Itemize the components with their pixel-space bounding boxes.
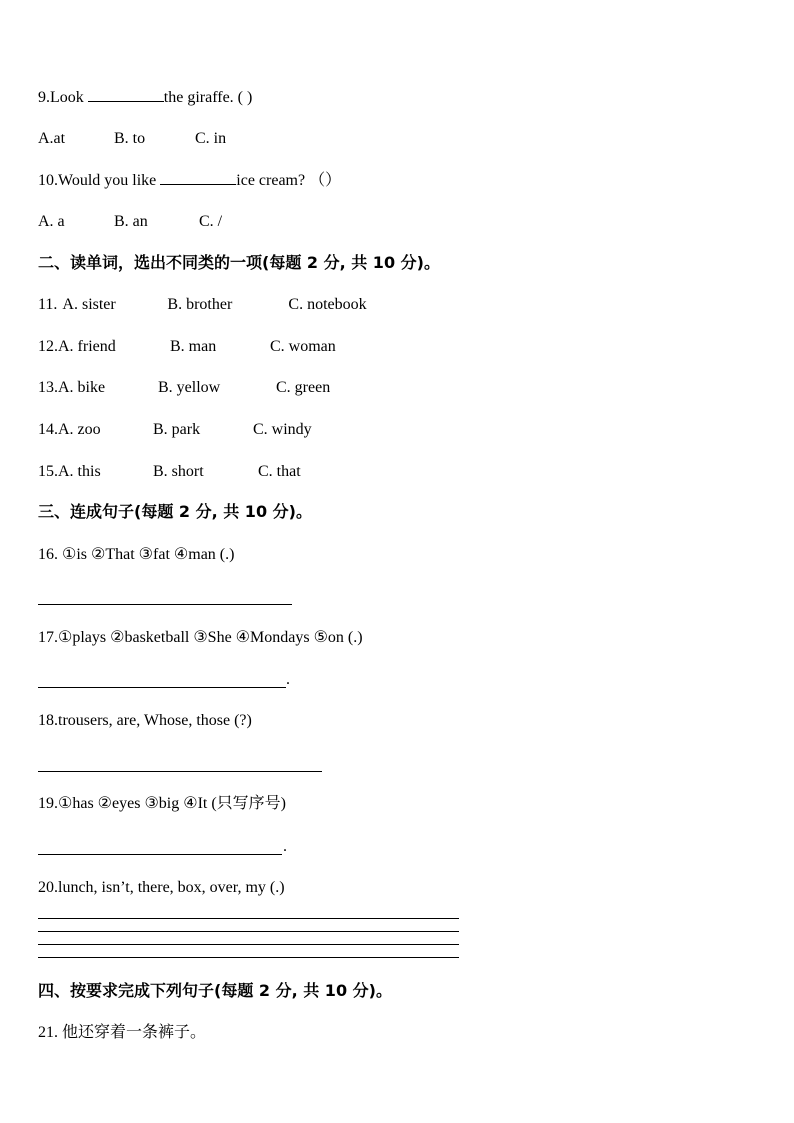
option-b: B. an [114, 213, 148, 230]
question-10-options [38, 212, 222, 232]
option-a: A. zoo [58, 421, 101, 438]
question-text-pre: Would you like [58, 172, 161, 189]
question-number: 14. [38, 421, 58, 438]
option-c: C. in [195, 130, 227, 147]
section-4-heading: 四、按要求完成下列句子(每题 2 分, 共 10 分)。 [38, 981, 392, 1000]
question-12 [38, 337, 336, 357]
question-11 [38, 295, 367, 315]
question-number: 13. [38, 379, 58, 396]
option-b: B. park [153, 421, 201, 438]
answer-line-20-2[interactable] [38, 931, 459, 932]
question-text-post: the giraffe. ( ) [163, 89, 253, 106]
answer-line-20-4[interactable] [38, 957, 459, 958]
option-c: C. windy [253, 421, 312, 438]
option-a: A.at [38, 130, 66, 147]
section-2-heading: 二、读单词，选出不同类的一项(每题 2 分, 共 10 分)。 [38, 253, 440, 272]
question-19: 19.①has ②eyes ③big ④It (只写序号) [38, 795, 287, 812]
question-number: 11. [38, 296, 58, 313]
question-20: 20.lunch, isn’t, there, box, over, my (.) [38, 879, 285, 896]
answer-blank[interactable] [160, 170, 236, 185]
question-text-post: ice cream? （） [236, 172, 342, 189]
question-14 [38, 420, 312, 440]
answer-line-20-3[interactable] [38, 944, 459, 945]
question-9 [38, 87, 252, 108]
option-a: A. this [58, 463, 101, 480]
question-number: 12. [38, 338, 58, 355]
option-b: B. short [153, 463, 204, 480]
question-number: 15. [38, 463, 58, 480]
answer-line-17[interactable] [38, 687, 286, 688]
question-9-options [38, 129, 226, 149]
answer-line-18[interactable] [38, 771, 322, 772]
option-c: C. woman [270, 338, 336, 355]
option-c: C. notebook [288, 296, 367, 313]
option-b: B. to [114, 130, 146, 147]
answer-line-19[interactable] [38, 854, 282, 855]
section-3-heading: 三、连成句子(每题 2 分, 共 10 分)。 [38, 502, 312, 521]
question-number: 10. [38, 172, 58, 189]
question-21: 21. 他还穿着一条裤子。 [38, 1024, 207, 1041]
question-17: 17.①plays ②basketball ③She ④Mondays ⑤on (.) [38, 629, 363, 646]
option-a: A. a [38, 213, 65, 230]
answer-line-16[interactable] [38, 604, 292, 605]
question-13 [38, 378, 330, 398]
question-10 [38, 170, 341, 191]
option-a: A. sister [62, 296, 116, 313]
question-16: 16. ①is ②That ③fat ④man (.) [38, 546, 235, 563]
option-b: B. brother [167, 296, 233, 313]
question-text-pre: Look [50, 89, 88, 106]
answer-line-20-1[interactable] [38, 918, 459, 919]
option-b: B. yellow [158, 379, 221, 396]
option-c: C. that [258, 463, 301, 480]
question-15 [38, 462, 301, 482]
option-a: A. bike [58, 379, 106, 396]
option-b: B. man [170, 338, 217, 355]
option-c: C. / [199, 213, 223, 230]
question-number: 9. [38, 89, 50, 106]
option-a: A. friend [58, 338, 116, 355]
answer-blank[interactable] [88, 87, 164, 102]
option-c: C. green [276, 379, 331, 396]
sentence-period: . [286, 671, 290, 688]
sentence-period: . [283, 838, 287, 855]
question-18: 18.trousers, are, Whose, those (?) [38, 712, 252, 729]
